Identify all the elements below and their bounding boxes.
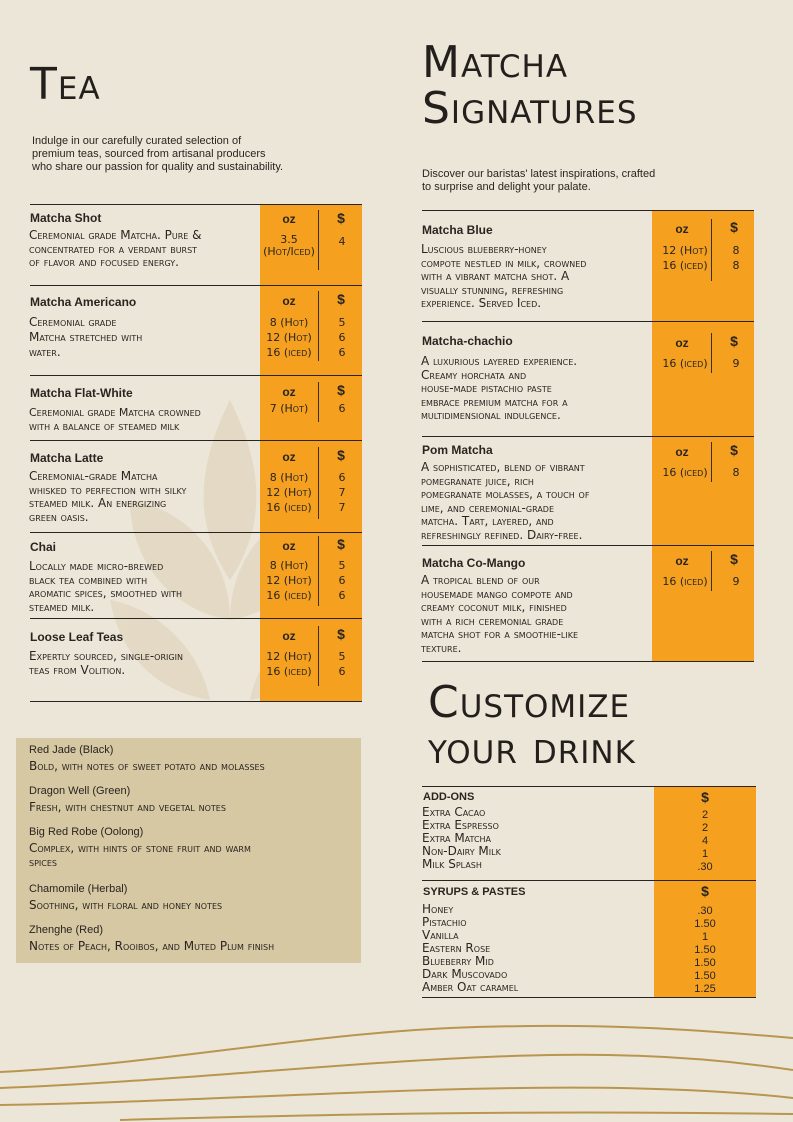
oz-header: oz (282, 294, 296, 308)
customize-title: Customize your drink (428, 677, 636, 775)
price-list: 8 (732, 466, 740, 479)
tea-intro: Indulge in our carefully curated selection of premium teas, sourced from artisanal producers who share our passion for quality and sustainability. (32, 135, 284, 173)
menu-item-name: Matcha-chachio (422, 334, 513, 348)
price-header: $ (337, 536, 345, 552)
price-header: $ (337, 626, 345, 642)
tea-variety-name: Chamomile (Herbal) (29, 883, 128, 895)
oz-header: oz (675, 445, 689, 459)
addons-list: Extra Cacao Extra Espresso Extra Matcha Non-Dairy Milk Milk Splash (422, 805, 501, 871)
price-list: 5 6 6 (338, 559, 346, 602)
size-list: 12 (Hot) 16 (iced) (662, 244, 708, 272)
size-list: 16 (iced) (662, 575, 708, 588)
tea-variety-description: Complex, with hints of stone fruit and warm spices (29, 841, 251, 869)
price-list: 6 (338, 402, 346, 415)
addons-prices: 2 2 4 1 .30 (697, 809, 713, 873)
price-list: 5 6 (338, 650, 346, 678)
syrups-title: SYRUPS & PASTES (423, 886, 526, 898)
column-divider (318, 536, 319, 606)
price-header: $ (730, 551, 738, 567)
price-list: 9 (732, 357, 740, 370)
menu-item-description: Ceremonial grade Matcha crowned with a balance of steamed milk (29, 406, 201, 433)
oz-header: oz (282, 385, 296, 399)
column-divider (318, 626, 319, 686)
loose-leaf-panel (16, 738, 361, 963)
price-header: $ (337, 291, 345, 307)
tea-variety-name: Big Red Robe (Oolong) (29, 826, 144, 838)
price-list: 6 7 7 (338, 471, 346, 514)
signatures-divider (422, 321, 754, 322)
signatures-divider (422, 436, 754, 437)
oz-header: oz (282, 629, 296, 643)
signatures-divider (422, 661, 754, 662)
menu-item-name: Matcha Latte (30, 451, 104, 465)
oz-header: oz (282, 212, 296, 226)
addons-title: ADD-ONS (423, 791, 475, 803)
tea-divider (30, 701, 362, 702)
oz-header: oz (675, 554, 689, 568)
price-header: $ (337, 382, 345, 398)
customize-divider (422, 880, 756, 881)
oz-header: oz (675, 222, 689, 236)
size-list: 12 (Hot) 16 (iced) (266, 650, 312, 678)
column-divider (318, 382, 319, 422)
tea-variety-name: Red Jade (Black) (29, 744, 114, 756)
tea-variety-description: Fresh, with chestnut and vegetal notes (29, 800, 226, 814)
menu-item-name: Loose Leaf Teas (30, 630, 124, 644)
size-list: 3.5 (Hot/Iced) (263, 233, 315, 258)
size-list: 7 (Hot) (269, 402, 309, 415)
menu-item-name: Matcha Blue (422, 223, 493, 237)
menu-item-description: A luxurious layered experience. Creamy horchata and house-made pistachio paste embrace premium matcha for a multidimensional indulgence. (421, 354, 578, 422)
menu-item-name: Pom Matcha (422, 443, 493, 457)
price-list: 9 (732, 575, 740, 588)
tea-divider (30, 204, 362, 205)
column-divider (318, 291, 319, 361)
price-list: 4 (338, 235, 346, 248)
tea-variety-name: Zhenghe (Red) (29, 924, 103, 936)
column-divider (318, 210, 319, 270)
addons-price-header: $ (701, 789, 709, 805)
customize-divider (422, 786, 756, 787)
menu-item-description: Locally made micro-brewed black tea combined with aromatic spices, smoothed with steamed milk. (29, 559, 183, 614)
size-list: 8 (Hot) 12 (Hot) 16 (iced) (266, 471, 312, 514)
price-header: $ (337, 447, 345, 463)
menu-item-name: Matcha Shot (30, 211, 102, 225)
tea-variety-description: Soothing, with floral and honey notes (29, 898, 223, 912)
menu-item-description: Luscious blueberry-honey compote nestled in milk, crowned with a vibrant matcha shot. A visually stunning, refreshing experience. Served Iced. (421, 242, 587, 310)
tea-divider (30, 532, 362, 533)
size-list: 16 (iced) (662, 466, 708, 479)
signatures-divider (422, 545, 754, 546)
syrups-list: Honey Pistachio Vanilla Eastern Rose Blueberry Mid Dark Muscovado Amber Oat caramel (422, 902, 519, 994)
price-header: $ (730, 333, 738, 349)
decorative-waves (0, 1010, 793, 1122)
tea-divider (30, 285, 362, 286)
signatures-intro: Discover our baristas' latest inspirations, crafted to surprise and delight your palate. (422, 168, 656, 193)
oz-header: oz (282, 539, 296, 553)
tea-variety-name: Dragon Well (Green) (29, 785, 131, 797)
menu-item-description: A tropical blend of our housemade mango compote and creamy coconut milk, finished with a rich ceremonial grade matcha shot for a smoothie-like texture. (421, 573, 579, 655)
oz-header: oz (675, 336, 689, 350)
signatures-divider (422, 210, 754, 211)
tea-variety-description: Bold, with notes of sweet potato and molasses (29, 759, 265, 773)
tea-title: Tea (30, 59, 101, 110)
tea-divider (30, 618, 362, 619)
menu-item-description: Ceremonial-grade Matcha whisked to perfection with silky steamed milk. An energizing green oasis. (29, 469, 187, 524)
size-list: 16 (iced) (662, 357, 708, 370)
syrups-price-header: $ (701, 883, 709, 899)
menu-item-description: Expertly sourced, single-origin teas from Volition. (29, 649, 183, 677)
menu-item-name: Matcha Flat-White (30, 386, 133, 400)
price-header: $ (730, 442, 738, 458)
menu-item-description: Ceremonial grade Matcha. Pure & concentrated for a verdant burst of flavor and focused energy. (29, 228, 202, 269)
price-list: 5 6 6 (338, 316, 346, 359)
menu-item-description: Ceremonial grade Matcha stretched with water. (29, 315, 143, 359)
menu-item-name: Matcha Co-Mango (422, 556, 526, 570)
size-list: 8 (Hot) 12 (Hot) 16 (iced) (266, 559, 312, 602)
tea-variety-description: Notes of Peach, Rooibos, and Muted Plum finish (29, 939, 275, 953)
tea-divider (30, 440, 362, 441)
customize-divider (422, 997, 756, 998)
menu-item-name: Chai (30, 540, 57, 554)
signatures-title: Matcha Signatures (422, 37, 638, 135)
menu-item-name: Matcha Americano (30, 295, 137, 309)
column-divider (318, 447, 319, 519)
menu-item-description: A sophisticated, blend of vibrant pomegranate juice, rich pomegranate molasses, a touch of lime, and ceremonial-grade matcha. Tart, layered, and refreshingly refined. Dairy-free. (421, 460, 590, 542)
price-list: 8 8 (732, 244, 740, 272)
oz-header: oz (282, 450, 296, 464)
price-header: $ (730, 219, 738, 235)
syrups-prices: .30 1.50 1 1.50 1.50 1.50 1.25 (694, 905, 716, 995)
price-header: $ (337, 210, 345, 226)
size-list: 8 (Hot) 12 (Hot) 16 (iced) (266, 316, 312, 359)
tea-divider (30, 375, 362, 376)
